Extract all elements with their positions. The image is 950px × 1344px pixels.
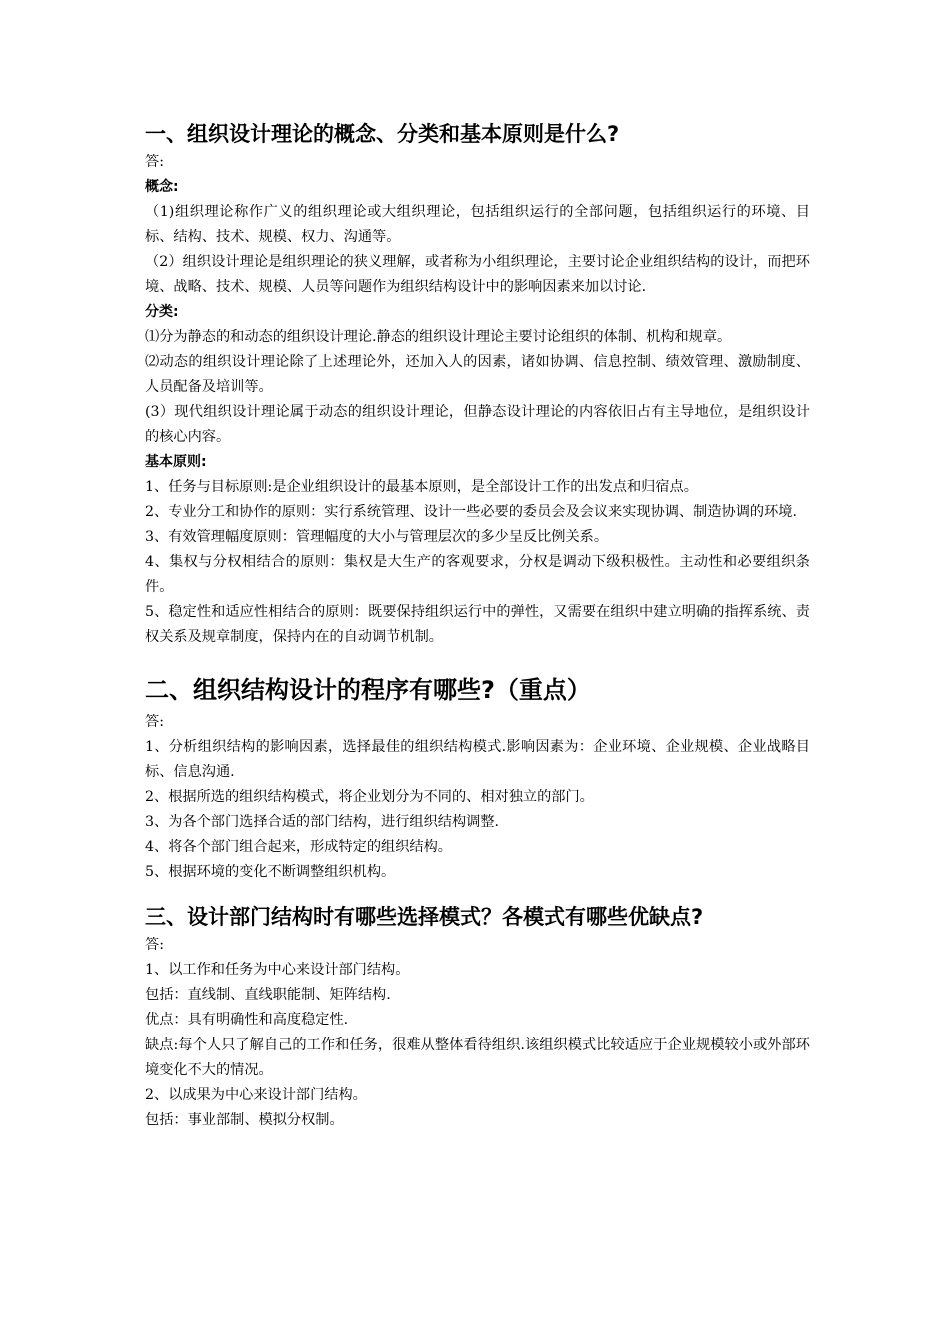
section-3-answer: 答: — [145, 937, 164, 953]
mode-1-advantages: 优点：具有明确性和高度稳定性. — [145, 1012, 349, 1028]
document-page — [145, 118, 810, 1133]
principle-item-2: 2、专业分工和协作的原则：实行系统管理、设计一些必要的委员会及会议来实现协调、制造协调的环境. — [145, 504, 797, 520]
section-1-answer: 答: — [145, 154, 164, 170]
section-2 — [145, 672, 810, 885]
procedure-step-4: 4、将各个部门组合起来，形成特定的组织结构。 — [145, 839, 452, 855]
section-1 — [145, 118, 810, 650]
procedure-step-3: 3、为各个部门选择合适的部门结构，进行组织结构调整. — [145, 814, 500, 830]
principle-item-5: 5、稳定性和适应性相结合的原则：既要保持组织运行中的弹性，又需要在组织中建立明确的指挥系统、责权关系及规章制度，保持内在的自动调节机制。 — [145, 604, 810, 645]
mode-1-disadvantages: 缺点:每个人只了解自己的工作和任务，很难从整体看待组织.该组织模式比较适应于企业规模较小或外部环境变化不大的情况。 — [145, 1037, 810, 1078]
procedure-step-5: 5、根据环境的变化不断调整组织机构。 — [145, 864, 396, 880]
mode-1-heading: 1、以工作和任务为中心来设计部门结构。 — [145, 962, 410, 978]
classification-item-1: ⑴分为静态的和动态的组织设计理论.静态的组织设计理论主要讨论组织的体制、机构和规章。 — [145, 329, 732, 345]
section-spacer — [145, 885, 810, 901]
principle-label: 基本原则: — [145, 454, 207, 470]
classification-label: 分类: — [145, 304, 179, 320]
classification-item-2: ⑵动态的组织设计理论除了上述理论外，还加入人的因素，诸如协调、信息控制、绩效管理、激励制度、人员配备及培训等。 — [145, 354, 810, 395]
section-2-answer: 答: — [145, 714, 164, 730]
principle-item-4: 4、集权与分权相结合的原则：集权是大生产的客观要求，分权是调动下级积极性。主动性和必要组织条件。 — [145, 554, 810, 595]
section-1-title: 一、组织设计理论的概念、分类和基本原则是什么? — [145, 122, 620, 146]
mode-1-includes: 包括：直线制、直线职能制、矩阵结构. — [145, 987, 391, 1003]
section-3-title: 三、设计部门结构时有哪些选择模式？各模式有哪些优缺点? — [145, 905, 704, 929]
concept-item-2: （2）组织设计理论是组织理论的狭义理解，或者称为小组织理论，主要讨论企业组织结构的设计，而把环境、战略、技术、规模、人员等问题作为组织结构设计中的影响因素来加以讨论. — [145, 254, 810, 295]
section-spacer — [145, 650, 810, 672]
procedure-step-1: 1、分析组织结构的影响因素，选择最佳的组织结构模式.影响因素为：企业环境、企业规模、企业战略目标、信息沟通. — [145, 739, 810, 780]
concept-item-1: （1)组织理论称作广义的组织理论或大组织理论，包括组织运行的全部问题，包括组织运行的环境、目标、结构、技术、规模、权力、沟通等。 — [145, 204, 810, 245]
mode-2-heading: 2、以成果为中心来设计部门结构。 — [145, 1087, 367, 1103]
classification-item-3: (3）现代组织设计理论属于动态的组织设计理论，但静态设计理论的内容依旧占有主导地位，是组织设计的核心内容。 — [145, 404, 810, 445]
principle-item-3: 3、有效管理幅度原则：管理幅度的大小与管理层次的多少呈反比例关系。 — [145, 529, 609, 545]
procedure-step-2: 2、根据所选的组织结构模式，将企业划分为不同的、相对独立的部门。 — [145, 789, 594, 805]
section-3 — [145, 901, 810, 1133]
principle-item-1: 1、任务与目标原则:是企业组织设计的最基本原则，是全部设计工作的出发点和归宿点。 — [145, 479, 698, 495]
mode-2-includes: 包括：事业部制、模拟分权制。 — [145, 1112, 344, 1128]
concept-label: 概念: — [145, 179, 179, 195]
section-2-title: 二、组织结构设计的程序有哪些?（重点） — [145, 676, 591, 704]
